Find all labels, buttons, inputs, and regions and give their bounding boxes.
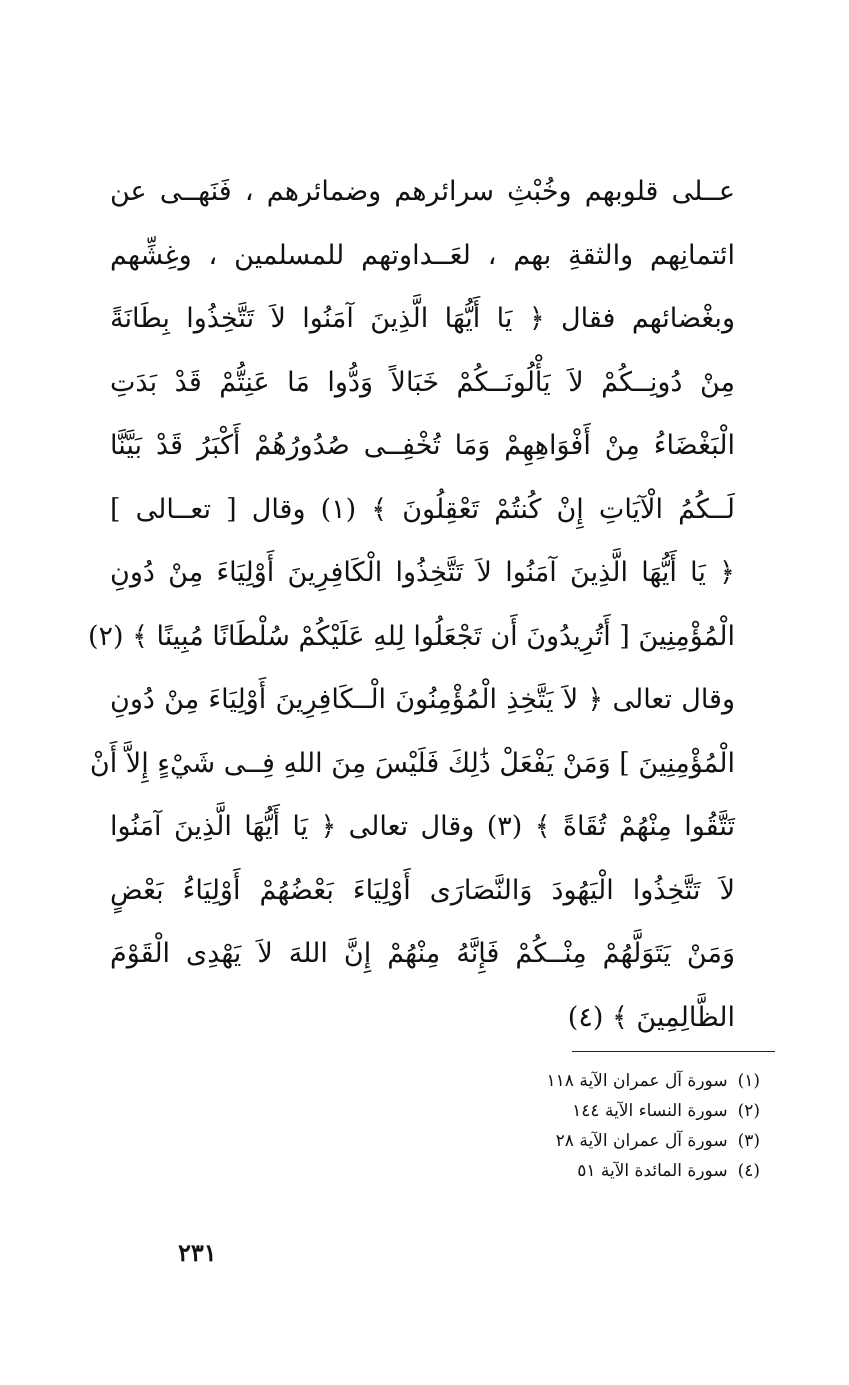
body-line: عــلى قلوبهم وخُبْثِ سرائرهم وضمائرهم ، فَنَهــى عن [110,176,735,207]
body-line: وقال تعالى ﴿ لاَ يَتَّخِذِ الْمُؤْمِنُونَ الْــكَافِرِينَ أَوْلِيَاءَ مِنْ دُونِ [110,684,735,715]
footnote-text: سورة النساء الآية ١٤٤ [572,1101,728,1121]
page-number: ٢٣١ [178,1238,217,1267]
footnote-text: سورة آل عمران الآية ٢٨ [555,1131,728,1151]
body-line: تَتَّقُوا مِنْهُمْ تُقَاةً ﴾ (٣) وقال تعالى ﴿ يَا أَيُّهَا الَّذِينَ آمَنُوا [110,811,735,842]
body-line: مِنْ دُونِــكُمْ لاَ يَأْلُونَــكُمْ خَبَالاً وَدُّوا مَا عَنِتُّمْ قَدْ بَدَتِ [110,366,735,398]
footnote-item [450,1126,760,1156]
body-line: ﴿ يَا أَيُّهَا الَّذِينَ آمَنُوا لاَ تَتَّخِذُوا الْكَافِرِينَ أَوْلِيَاءَ مِنْ دُونِ [110,557,735,588]
body-line: الْمُؤْمِنِينَ [ أَتُرِيدُونَ أَن تَجْعَلُوا لِلهِ عَلَيْكُمْ سُلْطَانًا مُبِينًا ﴾ (٢) [87,620,735,652]
body-line: وبغْضائهم فقال ﴿ يَا أَيُّهَا الَّذِينَ آمَنُوا لاَ تَتَّخِذُوا بِطَانَةً [110,303,735,334]
body-line: الظَّالِمِينَ ﴾ (٤) [567,1001,735,1033]
body-line: وَمَنْ يَتَوَلَّهُمْ مِنْــكُمْ فَإِنَّهُ مِنْهُمْ إِنَّ اللهَ لاَ يَهْدِى الْقَوْمَ [110,938,735,969]
footnote-number: (٢) [737,1101,760,1121]
footnote-item [450,1156,760,1186]
footnote-item [450,1096,760,1126]
body-line: لاَ تَتَّخِذُوا الْيَهُودَ وَالنَّصَارَى أَوْلِيَاءَ بَعْضُهُمْ أَوْلِيَاءُ بَعْضٍ [110,874,735,906]
footnote-text: سورة المائدة الآية ٥١ [577,1161,728,1181]
footnote-number: (٣) [737,1131,760,1151]
body-line: الْمُؤْمِنِينَ ] وَمَنْ يَفْعَلْ ذَٰلِكَ فَلَيْسَ مِنَ اللهِ فِــى شَيْءٍ إِلاَّ أَنْ [89,747,735,779]
footnote-text: سورة آل عمران الآية ١١٨ [546,1071,728,1091]
body-line: لَــكُمُ الْآيَاتِ إِنْ كُنتُمْ تَعْقِلُونَ ﴾ (١) وقال [ تعــالى ] [110,493,735,525]
footnote-number: (٤) [737,1161,760,1181]
body-line: الْبَغْضَاءُ مِنْ أَفْوَاهِهِمْ وَمَا تُخْفِــى صُدُورُهُمْ أَكْبَرُ قَدْ بَيَّنَّا [110,430,735,461]
footnote-divider [572,1051,775,1052]
footnote-item [450,1066,760,1096]
body-line: ائتمانِهم والثقةِ بهم ، لعَــداوتهم للمسلمين ، وغِشِّهم [110,239,735,271]
footnotes [450,1066,760,1186]
body-text [87,160,735,1049]
footnote-number: (١) [737,1071,760,1091]
